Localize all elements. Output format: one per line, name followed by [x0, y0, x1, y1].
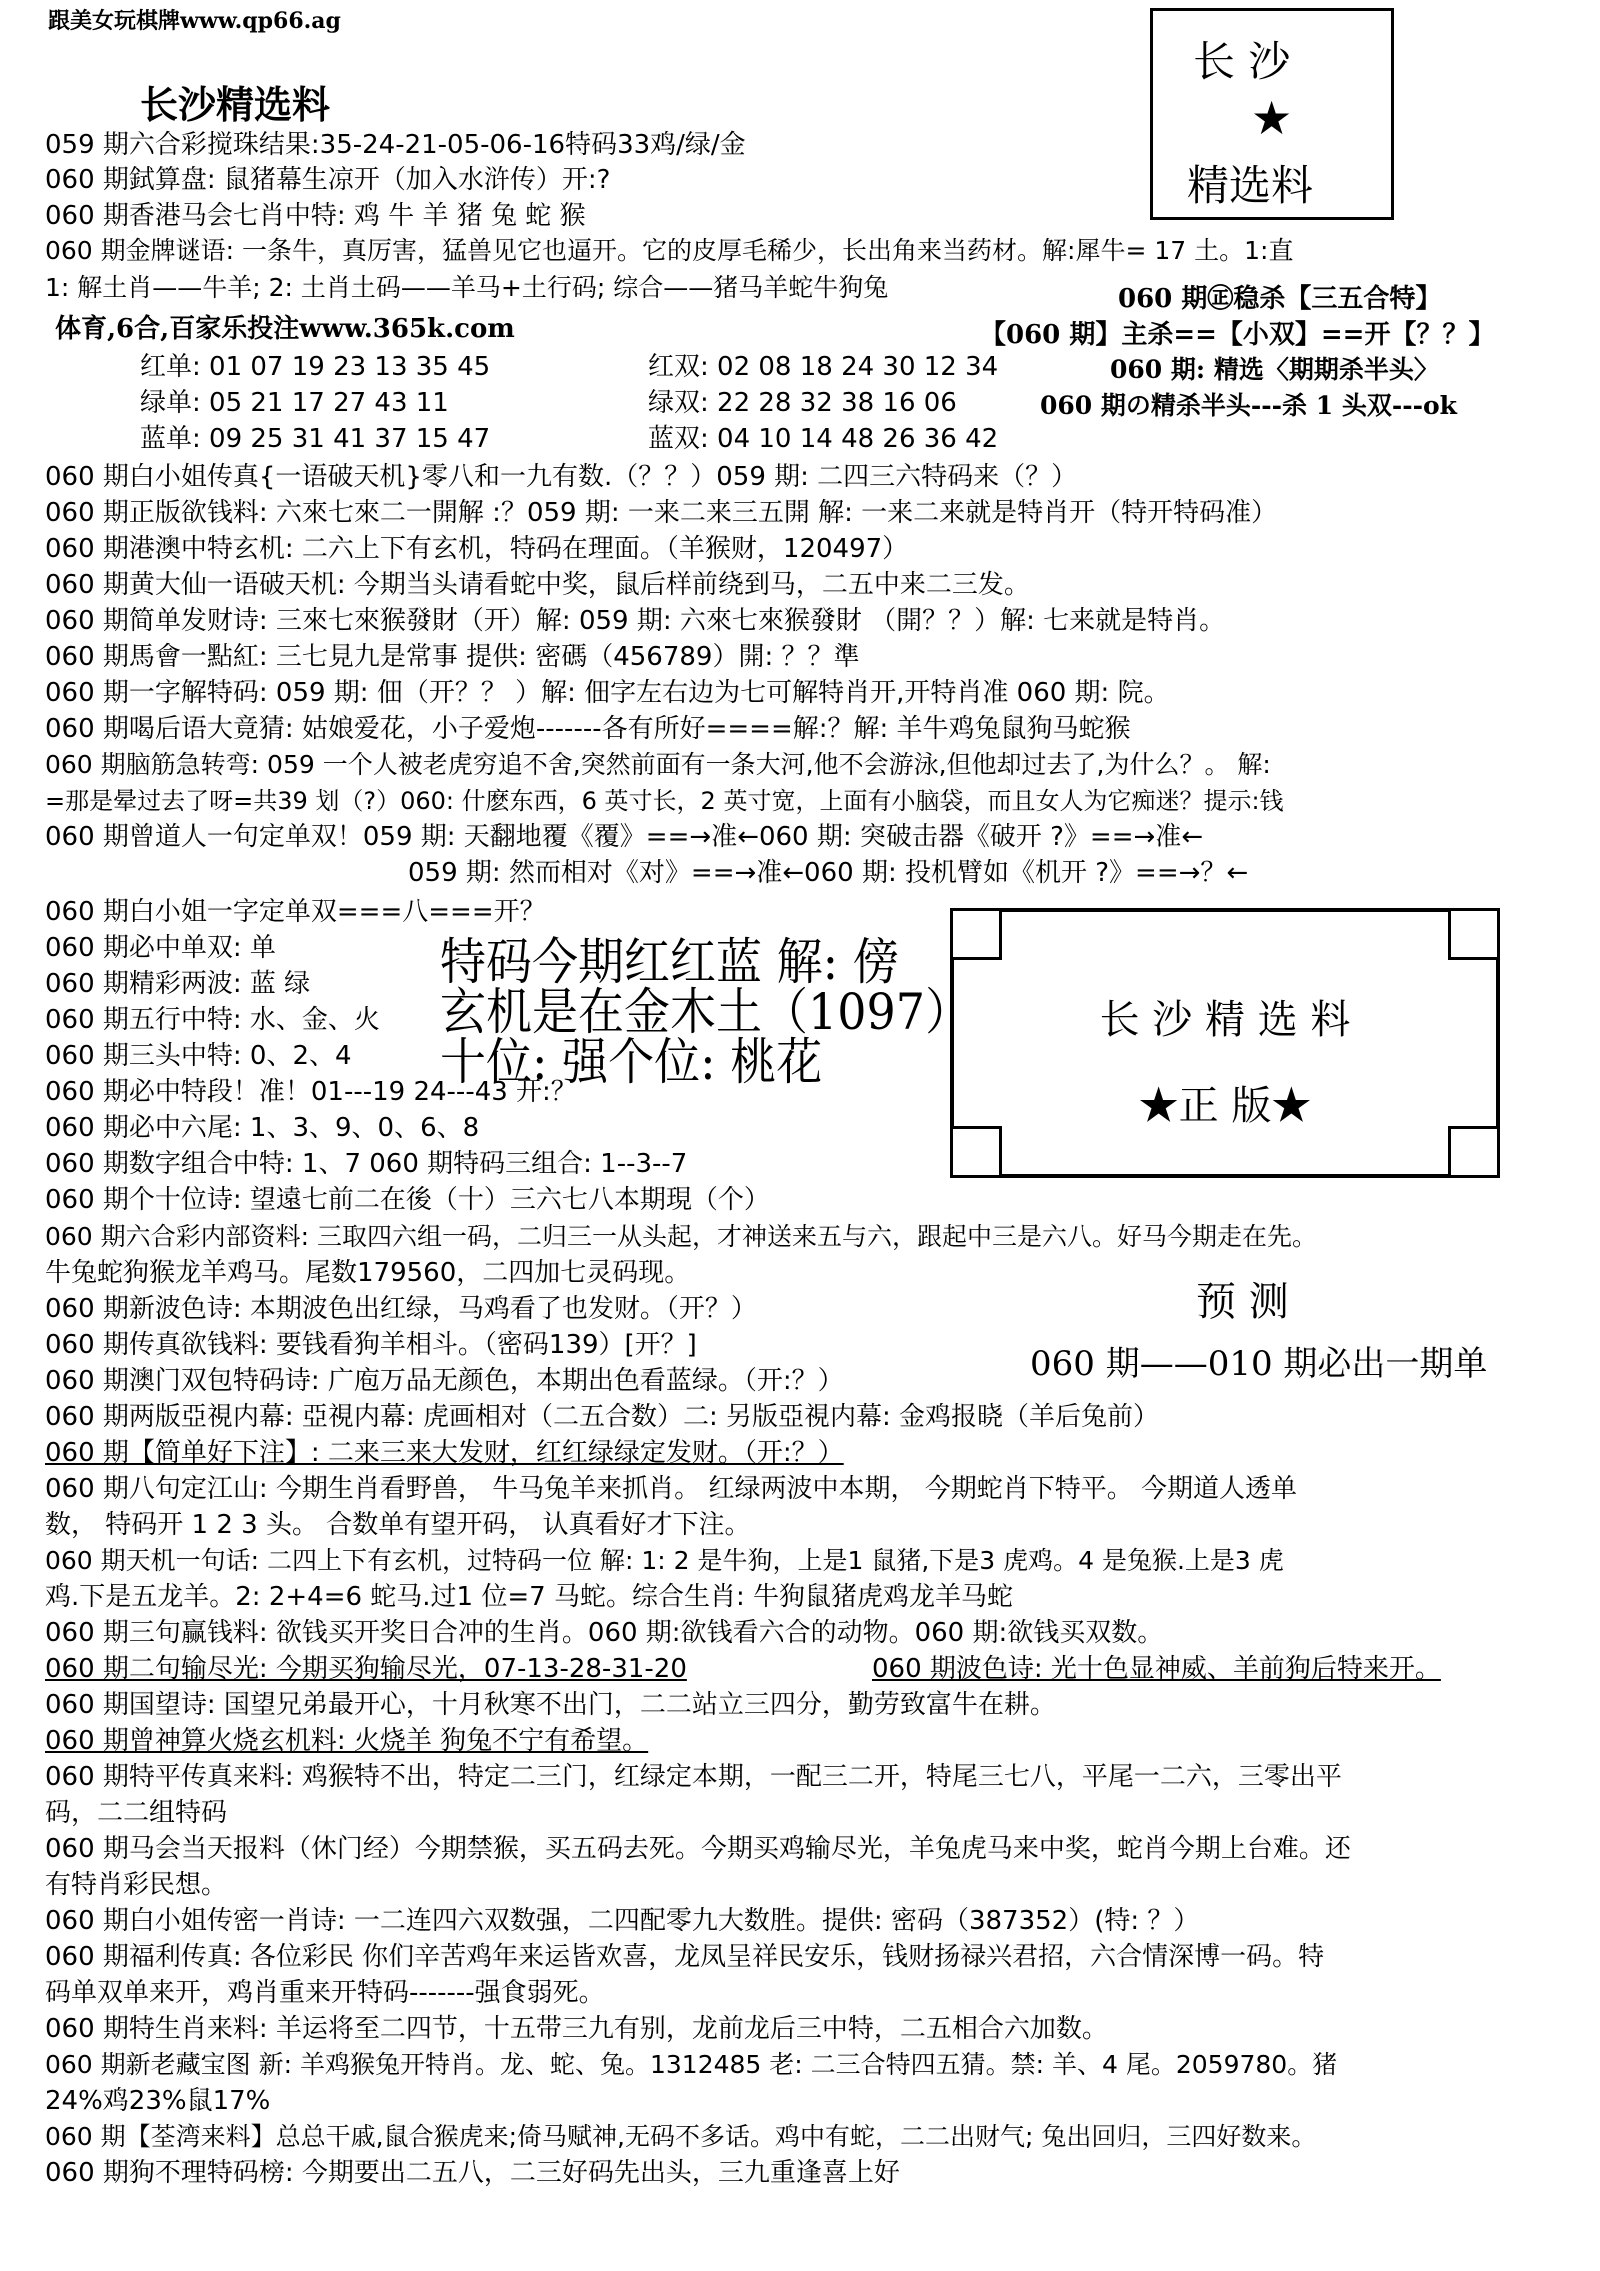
predict-text: 060 期——010 期必出一期单	[1030, 1344, 1488, 1384]
handwritten-line-2: 玄机是在金木土（1097）	[440, 983, 972, 1041]
text-line: 060 期曾道人一句定单双！059 期: 天翻地覆《覆》==→准←060 期: 突破击器《破开 ?》==→准←	[45, 822, 1204, 852]
text-line: 060 期二句输尽光: 今期买狗输尽光，07-13-28-31-20	[45, 1654, 687, 1684]
text-line: 060 期新老藏宝图 新: 羊鸡猴兔开特肖。龙、蛇、兔。1312485 老: 二三合特四五猜。禁: 羊、4 尾。2059780。猪	[45, 2050, 1338, 2079]
text-line: 060 期必中六尾: 1、3、9、0、6、8	[45, 1113, 480, 1143]
text-line: 060 期喝后语大竟猜: 姑娘爱花，小子爱炮-------各有所好====解:？解: 羊牛鸡兔鼠狗马蛇猴	[45, 714, 1131, 744]
top-badge-box	[1150, 8, 1394, 220]
green-single: 绿单: 05 21 17 27 43 11	[140, 388, 449, 418]
handwritten-line-1: 特码今期红红蓝 解: 傍	[440, 933, 899, 991]
predict-title: 预 测	[1196, 1279, 1289, 1325]
text-line: 060 期【简单好下注】: 二来三来大发财，红红绿绿定发财。（开:？）	[45, 1438, 844, 1468]
text-line: 码，二二组特码	[45, 1798, 228, 1828]
text-line: 060 期马会当天报料（休门经）今期禁猴，买五码去死。今期买鸡输尽光，羊兔虎马来中奖，蛇肖今期上台难。还	[45, 1834, 1351, 1864]
text-line: 060 期馬會一點紅: 三七見九是常事 提供: 密碼（456789）開: ？？準	[45, 642, 860, 672]
text-line: 有特肖彩民想。	[45, 1870, 228, 1900]
text-line: 1: 解土肖——牛羊; 2: 土肖土码——羊马+土行码; 综合——猪马羊蛇牛狗兔	[45, 273, 889, 302]
edition-subtitle: ★正 版★	[1138, 1083, 1312, 1129]
text-line: 060 期曾神算火烧玄机料: 火烧羊 狗兔不宁有希望。	[45, 1726, 649, 1756]
text-line: 060 期个十位诗: 望遠七前二在後（十）三六七八本期現（个）	[45, 1185, 770, 1215]
text-line: 060 期精彩两波: 蓝 绿	[45, 969, 311, 999]
text-line: 060 期白小姐一字定单双===八===开？	[45, 897, 546, 927]
text-line: 060 期五行中特: 水、金、火	[45, 1005, 380, 1035]
text-line: 060 期脑筋急转弯: 059 一个人被老虎穷追不舍,突然前面有一条大河,他不会游泳,但他却过去了,为什么？。 解:	[45, 750, 1271, 779]
promo-right-4: 060 期の精杀半头---杀 1 头双---ok	[1040, 391, 1457, 420]
edition-box	[950, 908, 1500, 1178]
edition-title: 长 沙 精 选 料	[1099, 997, 1351, 1043]
text-line: 060 期国望诗: 国望兄弟最开心，十月秋寒不出门，二二站立三四分，勤劳致富牛在耕。	[45, 1690, 1056, 1720]
blue-double: 蓝双: 04 10 14 48 26 36 42	[648, 424, 999, 454]
site-header: 跟美女玩棋牌www.qp66.ag	[48, 8, 341, 34]
text-line: 060 期港澳中特玄机: 二六上下有玄机，特码在理面。（羊猴财，120497）	[45, 534, 909, 564]
text-line: 060 期金牌谜语: 一条牛，真厉害，猛兽见它也逼开。它的皮厚毛稀少，长出角来当药材。解:犀牛= 17 土。1:直	[45, 236, 1294, 265]
text-line: 060 期八句定江山: 今期生肖看野兽， 牛马兔羊来抓肖。 红绿两波中本期， 今期蛇肖下特平。 今期道人透单	[45, 1474, 1297, 1504]
red-single: 红单: 01 07 19 23 13 35 45	[140, 352, 491, 382]
green-double: 绿双: 22 28 32 38 16 06	[648, 388, 957, 418]
text-line: 060 期两版亞視内幕: 亞視内幕: 虎画相对（二五合数）二: 另版亞視内幕: 金鸡报晓（羊后兔前）	[45, 1402, 1159, 1432]
text-line: 060 期正版欲钱料: 六來七來二一開解 :？059 期: 一来二来三五開 解: 一来二来就是特肖开（特开特码准）	[45, 498, 1278, 528]
text-line: 060 期三句赢钱料: 欲钱买开奖日合冲的生肖。060 期:欲钱看六合的动物。060 期:欲钱买双数。	[45, 1618, 1164, 1648]
text-line: 060 期天机一句话: 二四上下有玄机，过特码一位 解: 1: 2 是牛狗，上是1 鼠猪,下是3 虎鸡。4 是兔猴.上是3 虎	[45, 1546, 1284, 1575]
text-line: 060 期必中特段！准！01---19 24---43 开:？	[45, 1077, 577, 1107]
text-line: 060 期特平传真来料: 鸡猴特不出，特定二三门，红绿定本期，一配三二开，特尾三七八，平尾一二六，三零出平	[45, 1762, 1342, 1792]
page-title: 长沙精选料	[140, 82, 331, 127]
text-line: 060 期白小姐传密一肖诗: 一二连四六双数强，二四配零九大数胜。提供: 密码（387352）(特: ？）	[45, 1906, 1200, 1936]
text-line: 060 期鉽算盘: 鼠猪幕生凉开（加入水浒传）开:?	[45, 165, 611, 195]
text-line: 060 期澳门双包特码诗: 广庖万品无颜色，本期出色看蓝绿。（开:？）	[45, 1366, 844, 1396]
promo-left: 体育,6合,百家乐投注www.365k.com	[55, 314, 515, 344]
text-line: 060 期传真欲钱料: 要钱看狗羊相斗。（密码139）[开？]	[45, 1330, 697, 1360]
promo-right-3: 060 期: 精选〈期期杀半头〉	[1110, 355, 1439, 384]
text-line: 060 期香港马会七肖中特: 鸡 牛 羊 猪 兔 蛇 猴	[45, 201, 586, 231]
text-line: 鸡.下是五龙羊。2: 2+4=6 蛇马.过1 位=7 马蛇。综合生肖: 牛狗鼠猪虎鸡龙羊马蛇	[45, 1582, 1013, 1612]
text-line: 24%鸡23%鼠17%	[45, 2086, 271, 2116]
text-line: 060 期必中单双: 单	[45, 933, 276, 963]
handwritten-line-3: 十位: 强个位: 桃花	[440, 1033, 823, 1091]
result-line: 059 期六合彩搅珠结果:35-24-21-05-06-16特码33鸡/绿/金	[45, 130, 746, 160]
text-line: 060 期白小姐传真{一语破天机}零八和一九有数.（？？）059 期: 二四三六特码来（？）	[45, 462, 1078, 492]
text-line: =那是晕过去了呀=共39 划（?）060: 什麽东西，6 英寸长，2 英寸宽，上面有小脑袋，而且女人为它痴迷？提示:钱	[45, 787, 1284, 815]
text-line: 060 期【荃湾来料】总总干戚,鼠合猴虎来;倚马赋神,无码不多话。鸡中有蛇，二二出财气; 兔出回归，三四好数来。	[45, 2122, 1317, 2151]
text-line: 牛兔蛇狗猴龙羊鸡马。尾数179560，二四加七灵码现。	[45, 1258, 691, 1288]
text-line: 060 期新波色诗: 本期波色出红绿，马鸡看了也发财。（开？）	[45, 1294, 757, 1324]
text-line: 码单双单来开，鸡肖重来开特码-------强食弱死。	[45, 1978, 605, 2008]
promo-right-1: 060 期㊣稳杀【三五合特】	[1118, 284, 1442, 314]
text-line: 060 期福利传真: 各位彩民 你们辛苦鸡年来运皆欢喜，龙凤呈祥民安乐，钱财扬禄兴君招，六合情深博一码。特	[45, 1942, 1325, 1972]
text-line: 060 期三头中特: 0、2、4	[45, 1041, 352, 1071]
star-icon: ★	[1251, 91, 1293, 145]
red-double: 红双: 02 08 18 24 30 12 34	[648, 352, 999, 382]
badge-line1: 长 沙	[1193, 37, 1291, 86]
text-line: 059 期: 然而相对《对》==→准←060 期: 投机臂如《机开 ?》==→？←	[408, 858, 1249, 888]
badge-line2: 精选料	[1187, 161, 1314, 210]
blue-single: 蓝单: 09 25 31 41 37 15 47	[140, 424, 491, 454]
text-line: 060 期一字解特码: 059 期: 佃（开？？ ）解: 佃字左右边为七可解特肖开,开特肖准 060 期: 院。	[45, 678, 1170, 708]
text-line: 060 期波色诗: 光十色显神威、羊前狗后特来开。	[872, 1654, 1441, 1684]
text-line: 060 期六合彩内部资料: 三取四六组一码，二归三一从头起，才神送来五与六，跟起中三是六八。好马今期走在先。	[45, 1222, 1318, 1251]
text-line: 060 期狗不理特码榜: 今期要出二五八，二三好码先出头，三九重逢喜上好	[45, 2158, 900, 2188]
text-line: 数， 特码开 1 2 3 头。 合数单有望开码， 认真看好才下注。	[45, 1510, 751, 1540]
text-line: 060 期数字组合中特: 1、7 060 期特码三组合: 1--3--7	[45, 1149, 688, 1179]
text-line: 060 期黄大仙一语破天机: 今期当头请看蛇中奖，鼠后样前绕到马，二五中来二三发。	[45, 570, 1030, 600]
text-line: 060 期简单发财诗: 三來七來猴發財（开）解: 059 期: 六來七來猴發財 （開？？）解: 七来就是特肖。	[45, 606, 1226, 636]
text-line: 060 期特生肖来料: 羊运将至二四节，十五带三九有别，龙前龙后三中特，二五相合六加数。	[45, 2014, 1108, 2044]
promo-right-2: 【060 期】主杀==【小双】==开【？？】	[980, 320, 1495, 350]
